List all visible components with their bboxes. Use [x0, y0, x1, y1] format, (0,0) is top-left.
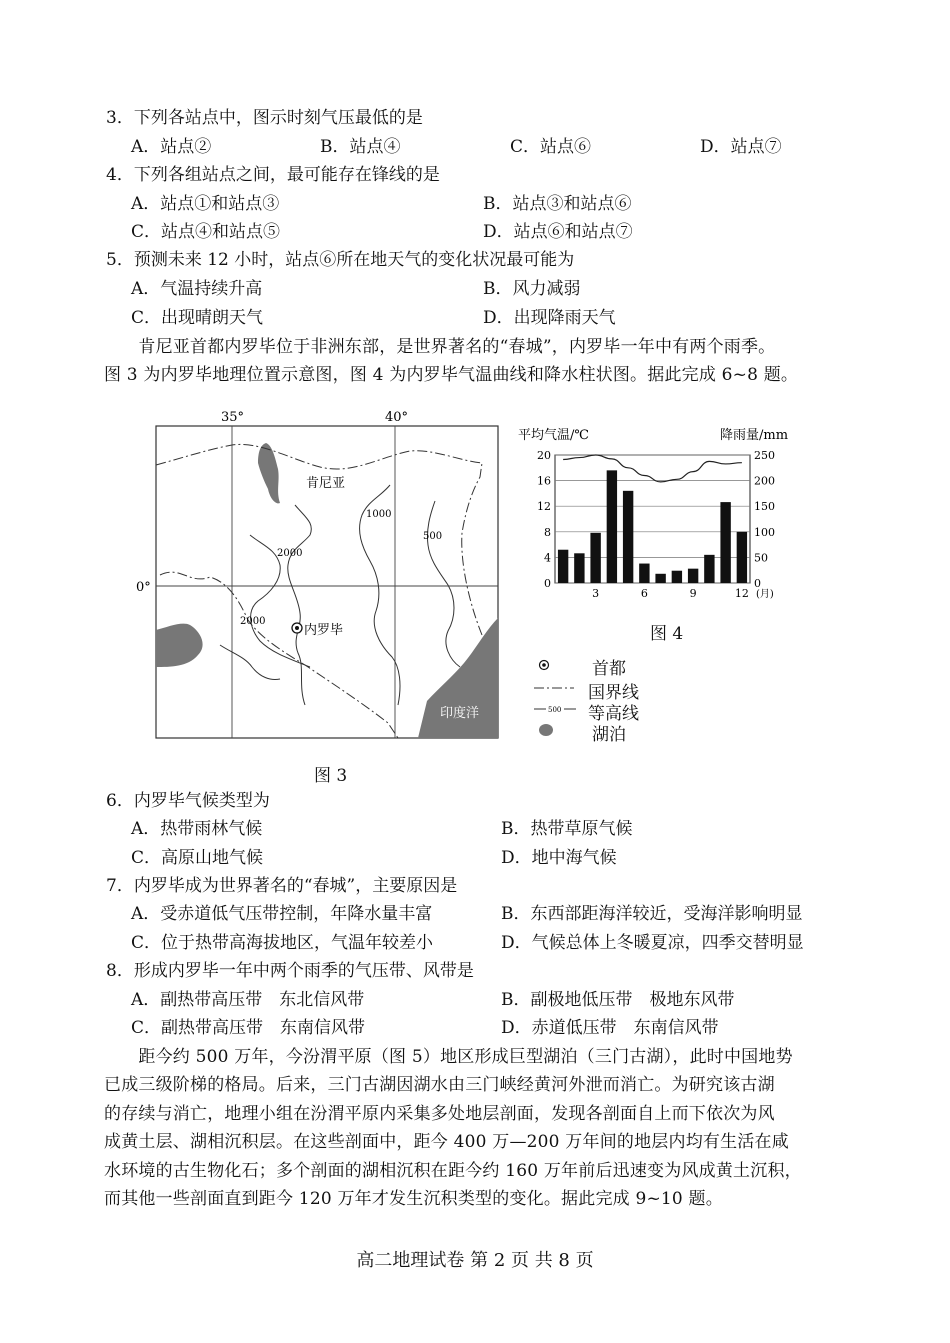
precip-bar — [639, 564, 649, 583]
q3-option-b: B．站点④ — [320, 137, 401, 157]
q5-option-c: C．出现晴朗天气 — [131, 308, 264, 328]
q7-option-a: A．受赤道低气压带控制，年降水量丰富 — [131, 904, 433, 924]
q8-option-b: B．副极地低压带 极地东风带 — [501, 990, 735, 1010]
precip-bar — [737, 532, 747, 583]
question-4-stem: 4．下列各组站点之间，最可能存在锋线的是 — [106, 165, 440, 185]
chart-left-tick: 0 — [544, 577, 551, 590]
chart-left-tick: 20 — [537, 449, 551, 462]
legend-border: 国界线 — [588, 683, 639, 703]
chart-right-tick: 0 — [754, 577, 761, 590]
q8-option-a: A．副热带高压带 东北信风带 — [131, 990, 365, 1010]
chart-left-tick: 4 — [544, 551, 551, 565]
chart-ylabel-left: 平均气温/℃ — [518, 428, 589, 443]
chart-right-tick: 150 — [754, 500, 775, 514]
chart-right-tick: 50 — [754, 551, 768, 565]
chart-x-unit: (月) — [756, 589, 774, 600]
q3-option-a: A．站点② — [131, 137, 212, 157]
intro2-line-1: 距今约 500 万年，今汾渭平原（图 5）地区形成巨型湖泊（三门古湖），此时中国地势 — [104, 1047, 793, 1067]
ocean-label: 印度洋 — [440, 706, 480, 721]
chart-left-tick: 12 — [537, 500, 551, 514]
precip-bar — [558, 550, 568, 583]
question-3-stem: 3．下列各站点中，图示时刻气压最低的是 — [106, 108, 423, 128]
city-label: 内罗毕 — [304, 623, 344, 638]
legend-contour-sample: 500 — [548, 706, 562, 714]
precip-bar — [623, 491, 633, 583]
question-5-stem: 5．预测未来 12 小时，站点⑥所在地天气的变化状况最可能为 — [106, 250, 575, 270]
contour-label-2000-south: 2000 — [240, 616, 266, 627]
q7-option-b: B．东西部距海洋较近，受海洋影响明显 — [501, 904, 803, 924]
question-6-stem: 6．内罗毕气候类型为 — [106, 791, 270, 811]
lat-label-0: 0° — [136, 580, 151, 595]
legend-capital: 首都 — [592, 659, 626, 679]
legend-contour: 等高线 — [588, 704, 639, 724]
chart-x-tick: 9 — [689, 587, 697, 600]
precip-bar — [590, 533, 600, 583]
contour-label-1000: 1000 — [366, 509, 392, 520]
precip-bar — [704, 555, 714, 583]
chart-x-tick: 12 — [734, 587, 749, 600]
figure-4-chart — [510, 422, 820, 607]
q4-option-b: B．站点③和站点⑥ — [483, 194, 632, 214]
page-footer: 高二地理试卷 第 2 页 共 8 页 — [356, 1250, 594, 1271]
chart-x-tick: 6 — [640, 587, 648, 600]
legend-lake: 湖泊 — [592, 725, 626, 745]
figure-4-caption: 图 4 — [650, 624, 684, 644]
q5-option-b: B．风力减弱 — [483, 279, 581, 299]
figure-3-map — [130, 405, 510, 750]
q6-option-b: B．热带草原气候 — [501, 819, 633, 839]
chart-ylabel-right: 降雨量/mm — [720, 428, 789, 443]
intro2-line-3: 的存续与消亡，地理小组在汾渭平原内采集多处地层剖面，发现各剖面自上而下依次为风 — [104, 1104, 775, 1124]
q3-option-d: D．站点⑦ — [700, 137, 782, 157]
contour-label-2000-north: 2000 — [277, 548, 303, 559]
q5-option-d: D．出现降雨天气 — [483, 308, 616, 328]
q3-option-c: C．站点⑥ — [510, 137, 592, 157]
chart-right-tick: 250 — [754, 449, 775, 462]
figure-3-caption: 图 3 — [314, 766, 348, 786]
question-7-stem: 7．内罗毕成为世界著名的“春城”，主要原因是 — [106, 876, 458, 896]
chart-left-tick: 16 — [537, 474, 551, 488]
q8-option-c: C．副热带高压带 东南信风带 — [131, 1018, 366, 1038]
q4-option-d: D．站点⑥和站点⑦ — [483, 222, 633, 242]
contour-label-500: 500 — [423, 531, 443, 542]
precip-bar — [655, 574, 665, 583]
chart-left-tick: 8 — [544, 525, 551, 539]
country-label: 肯尼亚 — [306, 476, 346, 491]
q4-option-c: C．站点④和站点⑤ — [131, 222, 281, 242]
intro2-line-2: 已成三级阶梯的格局。后来，三门古湖因湖水由三门峡经黄河外泄而消亡。为研究该古湖 — [104, 1075, 775, 1095]
intro1-line-1: 肯尼亚首都内罗毕位于非洲东部，是世界著名的“春城”，内罗毕一年中有两个雨季。 — [104, 337, 776, 357]
chart-x-tick: 3 — [592, 587, 600, 600]
chart-right-tick: 100 — [754, 525, 775, 539]
precip-bar — [720, 502, 730, 583]
lon-label-35: 35° — [221, 410, 245, 425]
precip-bar — [574, 553, 584, 583]
q7-option-d: D．气候总体上冬暖夏凉，四季交替明显 — [501, 933, 804, 953]
lon-label-40: 40° — [385, 410, 409, 425]
q6-option-a: A．热带雨林气候 — [131, 819, 263, 839]
precip-bar — [672, 571, 682, 583]
precip-bar — [607, 470, 617, 583]
question-8-stem: 8．形成内罗毕一年中两个雨季的气压带、风带是 — [106, 961, 474, 981]
q5-option-a: A．气温持续升高 — [131, 279, 263, 299]
intro2-line-4: 成黄土层、湖相沉积层。在这些剖面中，距今 400 万—200 万年间的地层内均有生活在咸 — [104, 1132, 789, 1152]
q7-option-c: C．位于热带高海拔地区，气温年较差小 — [131, 933, 434, 953]
q6-option-c: C．高原山地气候 — [131, 848, 264, 868]
intro2-line-6: 而其他一些剖面直到距今 120 万年才发生沉积类型的变化。据此完成 9~10 题。 — [104, 1189, 723, 1209]
q8-option-d: D．赤道低压带 东南信风带 — [501, 1018, 719, 1038]
intro1-line-2: 图 3 为内罗毕地理位置示意图，图 4 为内罗毕气温曲线和降水柱状图。据此完成 6~8 题。 — [104, 365, 799, 385]
chart-right-tick: 200 — [754, 474, 775, 488]
temperature-curve — [563, 455, 742, 482]
intro2-line-5: 水环境的古生物化石；多个剖面的湖相沉积在距今约 160 万年前后迅速变为风成黄土沉积， — [104, 1161, 802, 1181]
q6-option-d: D．地中海气候 — [501, 848, 617, 868]
q4-option-a: A．站点①和站点③ — [131, 194, 280, 214]
precip-bar — [688, 569, 698, 583]
